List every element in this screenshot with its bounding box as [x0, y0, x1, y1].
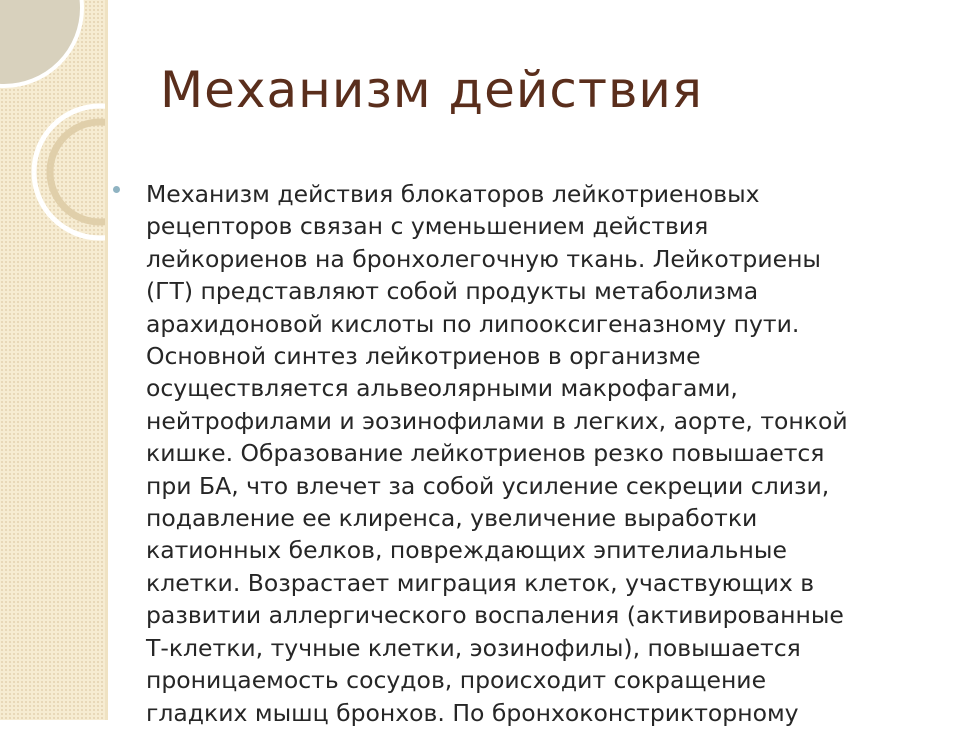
decorative-circles	[0, 0, 105, 720]
side-band-edge	[105, 0, 108, 720]
slide-body	[113, 178, 943, 729]
decorative-ring-inner	[50, 122, 105, 222]
decorative-circle-large	[0, 0, 82, 86]
slide-title: Механизм действия	[160, 61, 704, 119]
body-paragraph: Механизм действия блокаторов лейкотриеновых рецепторов связан с уменьшением действия лейкориенов на бронхолегочную ткань. Лейкотриены (ГТ) представляют собой продукты метаболизма арахидоновой кислоты по липооксигеназному пути. Основной синтез лейкотриенов в организме осуществляется альвеолярными макрофагами, нейтрофилами и эозинофилами в легких, аорте, тонкой кишке. Образование лейкотриенов резко повышается при БА, что влечет за собой усиление секреции слизи, подавление ее клиренса, увеличение выработки катионных белков, повреждающих эпителиальные клетки. Возрастает миграция клеток, участвующих в развитии аллергического воспаления (активированные Т-клетки, тучные клетки, эозинофилы), повышается проницаемость сосудов, происходит сокращение гладких мышц бронхов. По бронхоконстрикторному	[146, 180, 848, 727]
decorative-side-band	[0, 0, 105, 720]
bullet-icon	[113, 186, 120, 193]
